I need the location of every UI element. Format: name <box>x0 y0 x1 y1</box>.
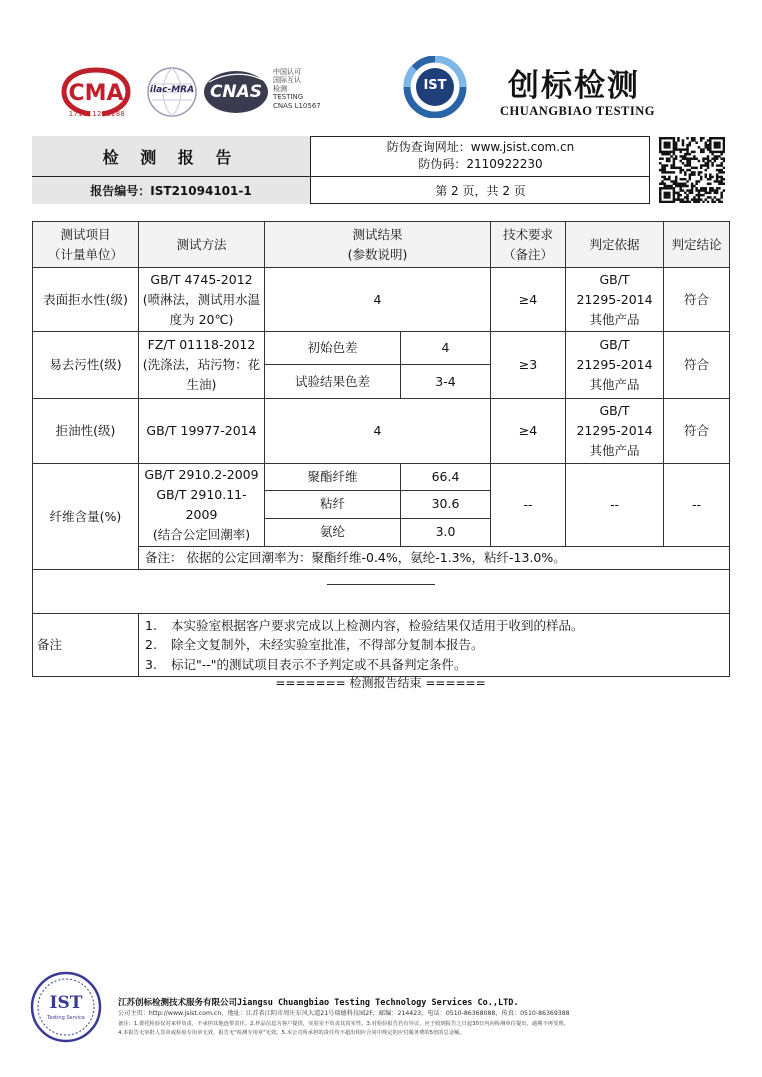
cell-sub-label: 初始色差 <box>265 332 401 365</box>
test-results-table <box>32 221 730 677</box>
cell-basis: GB/T 21295-2014 其他产品 <box>566 268 664 332</box>
cell-sub-value: 3.0 <box>401 518 491 546</box>
cell-method: GB/T 4745-2012 (喷淋法，测试用水温 度为 20℃) <box>139 268 265 332</box>
header-conclusion: 判定结论 <box>664 222 730 268</box>
remarks-row <box>33 614 730 677</box>
remark-item: 2. 除全文复制外，未经实验室批准，不得部分复制本报告。 <box>145 637 484 653</box>
table-row <box>33 464 730 491</box>
header-divider-horizontal <box>32 176 650 177</box>
cell-sub-label: 聚酯纤维 <box>265 464 401 491</box>
cell-sub-value: 30.6 <box>401 490 491 518</box>
verification-info <box>311 139 650 173</box>
fiber-note: 备注： 依据的公定回潮率为：聚酯纤维-0.4%，氨纶-1.3%，粘纤-13.0%。 <box>139 547 730 570</box>
footer-company: 江苏创标检测技术服务有限公司Jiangsu Chuangbiao Testing Technology Services Co.,LTD. <box>118 998 519 1008</box>
cell-sub-value: 3-4 <box>401 365 491 399</box>
verify-code: 防伪码：2110922230 <box>418 157 543 171</box>
cma-number: 171011260288 <box>68 110 126 118</box>
cell-item: 纤维含量(%) <box>33 464 139 570</box>
table-row <box>33 399 730 464</box>
cell-conclusion: 符合 <box>664 332 730 399</box>
cell-conclusion: 符合 <box>664 268 730 332</box>
report-end-mark: ======= 检测报告结束 ====== <box>275 676 486 690</box>
cell-sub-label: 氨纶 <box>265 518 401 546</box>
header-requirement: 技术要求 （备注） <box>491 222 566 268</box>
footer-notes-1: 备注：1.委托检验仅对来样负责，不承担其他连带责任。2.样品信息为客户提供，实验室不负责其真实性。3.对检验报告若有异议，应于收到报告之日起30日内向检测单位提出，逾期不再受理。 <box>118 1021 569 1027</box>
cell-requirement: ≥4 <box>491 268 566 332</box>
cell-sub-value: 66.4 <box>401 464 491 491</box>
cell-conclusion: -- <box>664 464 730 547</box>
header-item: 测试项目 （计量单位） <box>33 222 139 268</box>
header-result: 测试结果 (参数说明) <box>265 222 491 268</box>
report-title: 检 测 报 告 <box>32 136 310 176</box>
remarks-label: 备注 <box>33 614 139 677</box>
remark-item: 3. 标记"--"的测试项目表示不予判定或不具备判定条件。 <box>145 656 467 672</box>
header-method: 测试方法 <box>139 222 265 268</box>
footer-address: 公司主页：http://www.jsist.com.cn，地址：江苏省江阴市周庄东风大道21号瑞德科技园2F，邮编：214423，电话：0510-86368088，传真：0510-86369388 <box>118 1010 570 1017</box>
cell-basis: -- <box>566 464 664 547</box>
cma-text: CMA <box>68 81 124 106</box>
table-row <box>33 268 730 332</box>
cnas-text: CNAS <box>209 82 263 102</box>
cell-result: 4 <box>265 268 491 332</box>
footer-notes-2: 4.本报告无审批人签章或检验专用章无效，报告无"检测专用章"无效。5.本公司所承担的责任均不超出相应合同中规定的应付服务费的5倍的总金额。 <box>118 1030 465 1036</box>
qr-code-icon[interactable] <box>659 137 725 203</box>
header-basis: 判定依据 <box>566 222 664 268</box>
brand-name-en: CHUANGBIAO TESTING <box>500 104 655 118</box>
cell-method: GB/T 2910.2-2009 GB/T 2910.11-2009 (结合公定回潮率) <box>139 464 265 547</box>
seal-text: IST <box>49 993 83 1013</box>
cell-method: GB/T 19977-2014 <box>139 399 265 464</box>
cell-item: 易去污性(级) <box>33 332 139 399</box>
cell-item: 拒油性(级) <box>33 399 139 464</box>
cnas-accreditation-text: 中国认可 国际互认 检测 TESTING CNAS L10567 <box>273 68 321 110</box>
cell-requirement: -- <box>491 464 566 547</box>
cell-requirement: ≥4 <box>491 399 566 464</box>
cell-basis: GB/T 21295-2014 其他产品 <box>566 399 664 464</box>
table-header-row <box>33 222 730 268</box>
brand-name-cn: 创标检测 <box>508 68 640 104</box>
cell-sub-label: 试验结果色差 <box>265 365 401 399</box>
ilac-text: ilac-MRA <box>149 85 195 95</box>
remarks-content <box>139 614 730 677</box>
seal-subtext: Testing Service <box>47 1015 85 1021</box>
cell-basis: GB/T 21295-2014 其他产品 <box>566 332 664 399</box>
page-info: 第 2 页，共 2 页 <box>435 184 526 198</box>
report-number: 报告编号：IST21094101-1 <box>32 177 310 204</box>
blank-divider <box>327 584 435 585</box>
ist-logo-text: IST <box>423 78 447 93</box>
cell-item: 表面拒水性(级) <box>33 268 139 332</box>
cell-conclusion: 符合 <box>664 399 730 464</box>
cell-result: 4 <box>265 399 491 464</box>
table-row <box>33 332 730 365</box>
header-divider-vertical <box>310 136 311 204</box>
cell-sub-label: 粘纤 <box>265 490 401 518</box>
cell-method: FZ/T 01118-2012 (洗涤法，玷污物：花 生油) <box>139 332 265 399</box>
verify-url: 防伪查询网址：www.jsist.com.cn <box>386 140 575 154</box>
cell-sub-value: 4 <box>401 332 491 365</box>
remark-item: 1. 本实验室根据客户要求完成以上检测内容，检验结果仅适用于收到的样品。 <box>145 617 584 633</box>
cell-requirement: ≥3 <box>491 332 566 399</box>
blank-row <box>33 570 730 614</box>
